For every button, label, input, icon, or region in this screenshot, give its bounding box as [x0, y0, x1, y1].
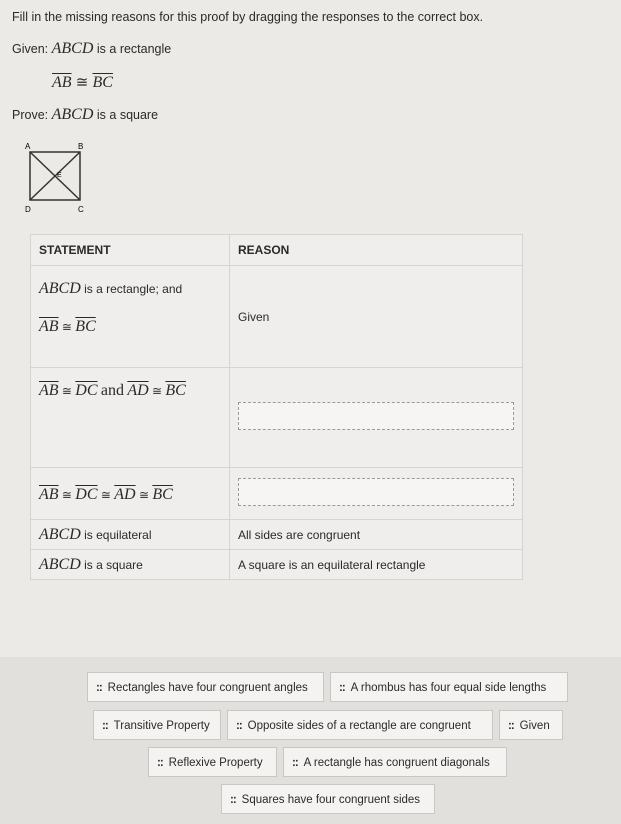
vertex-label-d: D	[25, 205, 31, 214]
table-row	[31, 266, 523, 368]
drag-handle-icon: ::	[102, 720, 108, 732]
drag-handle-icon: ::	[230, 794, 236, 806]
response-label: A rectangle has congruent diagonals	[303, 757, 490, 769]
segment: $\overline{AB}$	[39, 382, 59, 399]
square-diagram	[22, 142, 92, 214]
reason-header: REASON	[230, 235, 523, 266]
given-congruence	[52, 73, 113, 92]
response-label: Rectangles have four congruent angles	[107, 682, 308, 694]
table-row	[31, 550, 523, 580]
response-chip[interactable]	[87, 672, 324, 702]
congruent-symbol: ≅	[100, 488, 111, 502]
and-word: and	[100, 382, 124, 399]
statement-cell	[31, 468, 230, 520]
table-row	[31, 468, 523, 520]
drag-handle-icon: ::	[339, 682, 345, 694]
statement-text: is a rectangle; and	[84, 282, 183, 296]
reason-cell: A square is an equilateral rectangle	[230, 550, 523, 580]
drag-handle-icon: ::	[508, 720, 514, 732]
response-chip[interactable]	[283, 747, 507, 777]
figure-name: ABCD	[39, 525, 81, 543]
prove-figure: ABCD	[51, 106, 94, 123]
response-chip[interactable]	[330, 672, 568, 702]
response-label: Squares have four congruent sides	[241, 794, 421, 806]
segment: $\overline{AD}$	[127, 382, 149, 399]
segment: $\overline{AB}$	[39, 486, 59, 503]
segment: $\overline{AD}$	[114, 486, 136, 503]
segment: $\overline{DC}$	[75, 382, 98, 399]
figure-name: ABCD	[39, 555, 81, 573]
vertex-label-c: C	[78, 205, 84, 214]
given-statement	[12, 40, 171, 58]
given-text: is a rectangle	[96, 42, 172, 56]
reason-drop-box[interactable]	[238, 478, 514, 506]
figure-name: ABCD	[39, 280, 81, 297]
prove-statement	[12, 106, 158, 124]
statement-cell	[31, 520, 230, 550]
reason-text: Given	[238, 310, 270, 324]
reason-cell	[230, 368, 523, 468]
statement-cell	[31, 266, 230, 368]
reason-drop-box[interactable]	[238, 402, 514, 430]
segment: $\overline{AB}$	[39, 318, 59, 335]
given-label: Given:	[12, 42, 49, 56]
response-chip[interactable]	[221, 784, 435, 814]
segment: $\overline{BC}$	[152, 486, 173, 503]
congruent-symbol: ≅	[61, 320, 72, 334]
reason-cell	[230, 468, 523, 520]
segment: $\overline{BC}$	[92, 74, 113, 91]
segment: $\overline{AB}$	[52, 74, 72, 91]
response-label: A rhombus has four equal side lengths	[350, 682, 547, 694]
congruent-symbol: ≅	[61, 384, 72, 398]
table-row	[31, 520, 523, 550]
prove-label: Prove:	[12, 108, 49, 122]
segment: $\overline{BC}$	[75, 318, 96, 335]
drag-handle-icon: ::	[292, 757, 298, 769]
congruent-symbol: ≅	[75, 74, 89, 91]
statement-text: is a square	[84, 557, 143, 572]
response-chip[interactable]	[499, 710, 563, 740]
response-chip[interactable]	[93, 710, 221, 740]
segment: $\overline{DC}$	[75, 486, 98, 503]
congruent-symbol: ≅	[152, 384, 163, 398]
segment: $\overline{BC}$	[165, 382, 186, 399]
response-label: Opposite sides of a rectangle are congruent	[247, 720, 471, 732]
congruent-symbol: ≅	[138, 488, 150, 502]
statement-text: is equilateral	[84, 527, 152, 542]
statement-cell	[31, 368, 230, 468]
response-chip[interactable]	[148, 747, 277, 777]
response-label: Given	[519, 720, 550, 732]
reason-cell	[230, 266, 523, 368]
instructions: Fill in the missing reasons for this proof by dragging the responses to the correct box.	[12, 10, 484, 24]
statement-header: STATEMENT	[31, 235, 230, 266]
given-figure: ABCD	[51, 40, 94, 57]
center-label-e: E	[57, 172, 62, 179]
congruent-symbol: ≅	[61, 488, 72, 502]
table-row	[31, 368, 523, 468]
response-label: Transitive Property	[113, 720, 210, 732]
prove-text: is a square	[96, 108, 159, 122]
drag-handle-icon: ::	[157, 757, 163, 769]
statement-cell	[31, 550, 230, 580]
response-chip[interactable]	[227, 710, 493, 740]
vertex-label-a: A	[25, 142, 31, 151]
response-label: Reflexive Property	[168, 757, 263, 769]
drag-handle-icon: ::	[96, 682, 102, 694]
drag-handle-icon: ::	[236, 720, 242, 732]
vertex-label-b: B	[78, 142, 84, 151]
reason-cell: All sides are congruent	[230, 520, 523, 550]
proof-table	[30, 234, 523, 580]
